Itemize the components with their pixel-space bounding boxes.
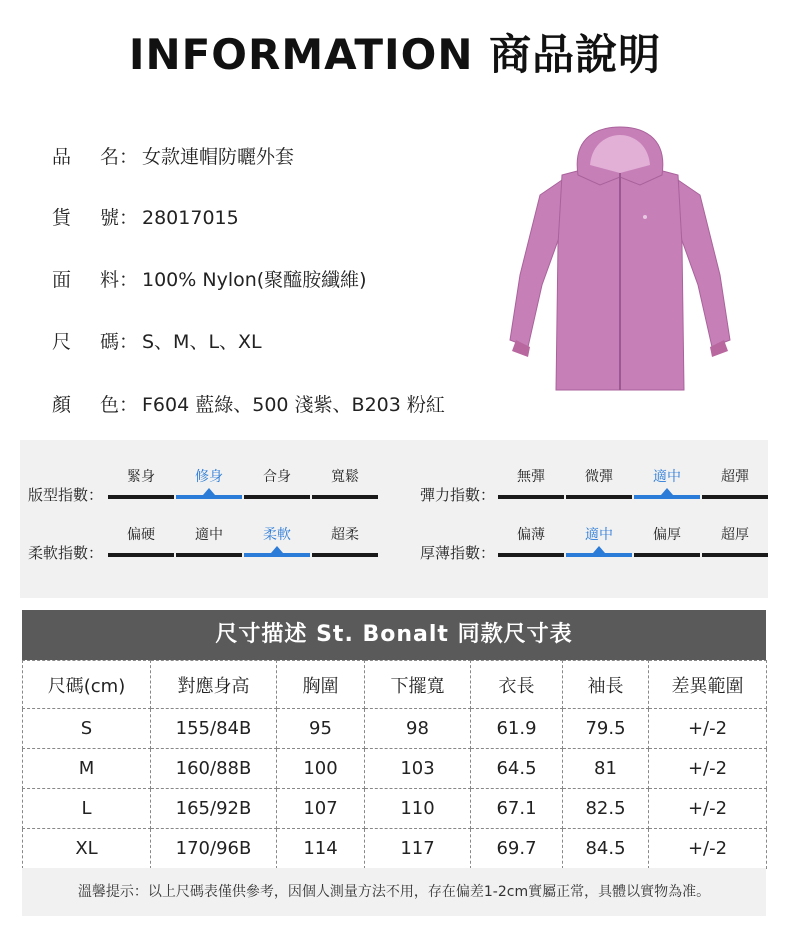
thickness-option-bar [566,553,632,557]
fit-option-bar [312,495,378,499]
selected-marker-icon [593,546,605,553]
thickness-option-selected [566,524,632,564]
elastic-option-label: 超彈 [721,469,749,485]
table-cell: 114 [277,829,365,869]
softness-option-label: 偏硬 [127,527,155,543]
fit-option [108,466,174,506]
elastic-option-bar [702,495,768,499]
spec-separator: ： [119,394,139,416]
spec-label-char: 色 [100,394,120,416]
table-cell: 155/84B [151,709,277,749]
table-cell: 67.1 [471,789,563,829]
spec-label-char: 名 [100,146,120,168]
table-cell: 100 [277,749,365,789]
page-title: INFORMATION 商品說明 [128,30,662,79]
spec-value: S、M、L、XL [142,331,262,353]
spec-value: F604 藍綠、500 淺紫、B203 粉紅 [142,394,445,416]
softness-option [176,524,242,564]
spec-label-char: 號 [100,207,120,229]
thickness-option [634,524,700,564]
table-cell: L [23,789,151,829]
spec-separator: ： [119,269,139,291]
table-cell: +/-2 [649,829,767,869]
thickness-option-label: 超厚 [721,527,749,543]
softness-index [28,524,388,564]
thickness-index-title: 厚薄指數： [420,544,496,562]
table-cell: +/-2 [649,789,767,829]
table-cell: S [23,709,151,749]
fit-option-label: 寬鬆 [331,469,359,485]
spec-item-no-row [52,203,239,233]
elastic-option-label: 微彈 [585,469,613,485]
spec-label-char: 碼 [100,331,120,353]
fit-index-title: 版型指數： [28,486,104,504]
elastic-option-bar [498,495,564,499]
thickness-index [420,524,766,564]
spec-value: 28017015 [142,207,239,229]
column-header: 尺碼(cm) [23,661,151,709]
elastic-option [566,466,632,506]
softness-option [312,524,378,564]
softness-option-bar [108,553,174,557]
softness-option-bar [176,553,242,557]
thickness-option [702,524,768,564]
table-row [23,749,767,789]
table-cell: 103 [365,749,471,789]
table-cell: 95 [277,709,365,749]
fit-option-label: 修身 [195,469,223,485]
table-cell: 69.7 [471,829,563,869]
fabric-index-panel [20,440,768,598]
fit-option-label: 合身 [263,469,291,485]
table-cell: +/-2 [649,749,767,789]
elastic-index-title: 彈力指數： [420,486,496,504]
table-cell: XL [23,829,151,869]
spec-value: 100% Nylon(聚醯胺纖維) [142,269,367,291]
elastic-index [420,466,766,506]
table-cell: 98 [365,709,471,749]
thickness-option-label: 偏薄 [517,527,545,543]
softness-option [108,524,174,564]
softness-index-title: 柔軟指數： [28,544,104,562]
thickness-option-bar [634,553,700,557]
softness-option-bar [244,553,310,557]
fit-option-bar [176,495,242,499]
softness-option-label: 超柔 [331,527,359,543]
elastic-option-bar [634,495,700,499]
selected-marker-icon [661,488,673,495]
spec-name-row [52,142,294,172]
fit-option [312,466,378,506]
table-cell: 110 [365,789,471,829]
fit-option-bar [244,495,310,499]
table-cell: 170/96B [151,829,277,869]
selected-marker-icon [271,546,283,553]
elastic-option-selected [634,466,700,506]
spec-size-row [52,327,262,357]
column-header: 下擺寬 [365,661,471,709]
spec-label-char: 顏 [52,394,72,416]
column-header: 對應身高 [151,661,277,709]
thickness-option-bar [702,553,768,557]
table-cell: 61.9 [471,709,563,749]
size-table [22,660,767,869]
spec-separator: ： [119,207,139,229]
elastic-option-label: 無彈 [517,469,545,485]
thickness-option-label: 適中 [585,527,613,543]
spec-label-char: 料 [100,269,120,291]
table-cell: 79.5 [563,709,649,749]
spec-fabric-row [52,265,367,295]
spec-label-char: 貨 [52,207,72,229]
fit-option-bar [108,495,174,499]
softness-option-bar [312,553,378,557]
table-cell: 160/88B [151,749,277,789]
elastic-option-bar [566,495,632,499]
spec-label-char: 品 [52,146,72,168]
softness-option-label: 適中 [195,527,223,543]
table-cell: 107 [277,789,365,829]
elastic-option [702,466,768,506]
column-header: 衣長 [471,661,563,709]
table-row [23,829,767,869]
table-cell: +/-2 [649,709,767,749]
spec-separator: ： [119,146,139,168]
selected-marker-icon [203,488,215,495]
fit-option-selected [176,466,242,506]
column-header: 袖長 [563,661,649,709]
table-cell: 117 [365,829,471,869]
fit-option-label: 緊身 [127,469,155,485]
thickness-option-label: 偏厚 [653,527,681,543]
fit-option [244,466,310,506]
spec-separator: ： [119,331,139,353]
elastic-option [498,466,564,506]
fit-index [28,466,388,506]
table-row [23,789,767,829]
elastic-option-label: 適中 [653,469,681,485]
thickness-option-bar [498,553,564,557]
table-cell: 64.5 [471,749,563,789]
spec-value: 女款連帽防曬外套 [142,146,295,168]
table-cell: 84.5 [563,829,649,869]
softness-option-label: 柔軟 [263,527,291,543]
thickness-option [498,524,564,564]
table-cell: M [23,749,151,789]
softness-option-selected [244,524,310,564]
spec-color-row [52,390,445,420]
size-table-heading: 尺寸描述 St. Bonalt 同款尺寸表 [22,610,766,660]
size-note: 溫馨提示：以上尺碼表僅供參考，因個人測量方法不用，存在偏差1-2cm實屬正常，具體以實物為准。 [22,868,766,916]
column-header: 差異範圍 [649,661,767,709]
spec-label-char: 尺 [52,331,72,353]
table-cell: 81 [563,749,649,789]
spec-label-char: 面 [52,269,72,291]
column-header: 胸圍 [277,661,365,709]
product-jacket-image [500,125,740,400]
table-cell: 82.5 [563,789,649,829]
table-row [23,709,767,749]
size-table-header-row [23,661,767,709]
table-cell: 165/92B [151,789,277,829]
